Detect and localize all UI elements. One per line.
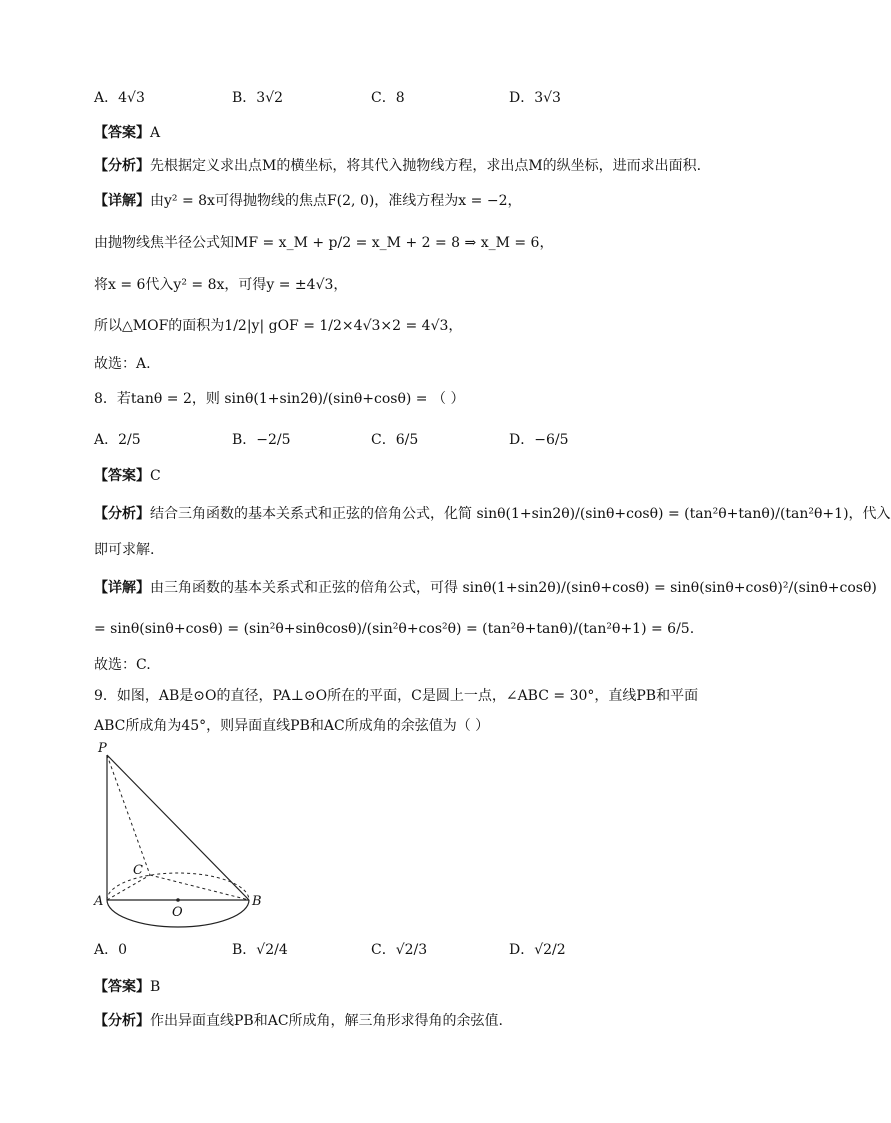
- analysis-text: 先根据定义求出点M的横坐标，将其代入抛物线方程，求出点M的纵坐标，进而求出面积.: [150, 158, 702, 174]
- q7-detail-2: 由抛物线焦半径公式知MF = x_M + p/2 = x_M + 2 = 8 ⇒ x_M = 6，: [94, 235, 554, 251]
- q9-answer: [94, 977, 160, 997]
- analysis-tag: 【分析】: [94, 506, 150, 522]
- detail-tag: 【详解】: [94, 193, 150, 209]
- q8-conclusion: 故选：C.: [94, 657, 151, 673]
- q7-detail-4: 所以△MOF的面积为1/2|y| gOF = 1/2×4√3×2 = 4√3，: [94, 318, 463, 334]
- label-b: B: [252, 894, 262, 909]
- label-c: C: [133, 863, 143, 878]
- q8-option-a: A．2/5: [94, 432, 141, 448]
- q7-conclusion: 故选：A.: [94, 356, 151, 372]
- q8-analysis-cont: 即可求解.: [94, 542, 155, 558]
- analysis-tag: 【分析】: [94, 1013, 150, 1029]
- q7-analysis: [94, 156, 701, 176]
- q7-detail-1: [94, 191, 521, 211]
- q8-analysis: [94, 504, 891, 524]
- q9-figure: [90, 740, 290, 930]
- q7-answer: [94, 123, 160, 143]
- analysis-text: 作出异面直线PB和AC所成角，解三角形求得角的余弦值.: [150, 1013, 503, 1029]
- q9-stem-1: 9．如图，AB是⊙O的直径，PA⊥⊙O所在的平面，C是圆上一点，∠ABC = 30°，直线PB和平面: [94, 688, 699, 704]
- answer-tag: 【答案】: [94, 125, 150, 141]
- detail-text: 由三角函数的基本关系式和正弦的倍角公式，可得 sinθ(1+sin2θ)/(sinθ+cosθ) = sinθ(sinθ+cosθ)²/(sinθ+cosθ): [150, 580, 877, 596]
- q8-option-c: C．6/5: [371, 432, 419, 448]
- label-p: P: [98, 741, 107, 756]
- detail-text: 由y² = 8x可得抛物线的焦点F(2, 0)，准线方程为x = −2，: [150, 193, 522, 209]
- q8-detail-1: [94, 578, 877, 598]
- circle-back-arc: [107, 873, 249, 900]
- q8-option-d: D．−6/5: [509, 432, 569, 448]
- label-a: A: [94, 894, 104, 909]
- detail-tag: 【详解】: [94, 580, 150, 596]
- answer-tag: 【答案】: [94, 468, 150, 484]
- edge-pb: [107, 755, 249, 900]
- edge-cb: [150, 875, 249, 900]
- label-o: O: [172, 905, 183, 920]
- q9-option-b: B．√2/4: [232, 942, 288, 958]
- q9-option-d: D．√2/2: [509, 942, 566, 958]
- center-o-dot: [176, 898, 180, 902]
- edge-ac: [107, 875, 150, 900]
- q9-stem-2: ABC所成角为45°，则异面直线PB和AC所成角的余弦值为（ ）: [94, 718, 490, 734]
- analysis-tag: 【分析】: [94, 158, 150, 174]
- answer-value: A: [150, 125, 161, 141]
- q9-analysis: [94, 1011, 503, 1031]
- q9-option-c: C．√2/3: [371, 942, 428, 958]
- q7-option-b: B．3√2: [232, 90, 284, 106]
- q8-detail-2: = sinθ(sinθ+cosθ) = (sin²θ+sinθcosθ)/(sin²θ+cos²θ) = (tan²θ+tanθ)/(tan²θ+1) = 6/5.: [94, 621, 695, 637]
- q9-option-a: A．0: [94, 942, 128, 958]
- q7-option-c: C．8: [371, 90, 405, 106]
- edge-pc: [107, 755, 150, 875]
- answer-value: C: [150, 468, 161, 484]
- analysis-text: 结合三角函数的基本关系式和正弦的倍角公式，化简 sinθ(1+sin2θ)/(sinθ+cosθ) = (tan²θ+tanθ)/(tan²θ+1)，代入: [150, 506, 891, 522]
- answer-tag: 【答案】: [94, 979, 150, 995]
- q7-option-d: D．3√3: [509, 90, 561, 106]
- answer-value: B: [150, 979, 161, 995]
- q8-stem: 8．若tanθ = 2，则 sinθ(1+sin2θ)/(sinθ+cosθ) = （ ）: [94, 391, 465, 407]
- q8-option-b: B．−2/5: [232, 432, 291, 448]
- q8-answer: [94, 466, 161, 486]
- q7-option-a: A．4√3: [94, 90, 145, 106]
- q7-detail-3: 将x = 6代入y² = 8x，可得y = ±4√3，: [94, 277, 348, 293]
